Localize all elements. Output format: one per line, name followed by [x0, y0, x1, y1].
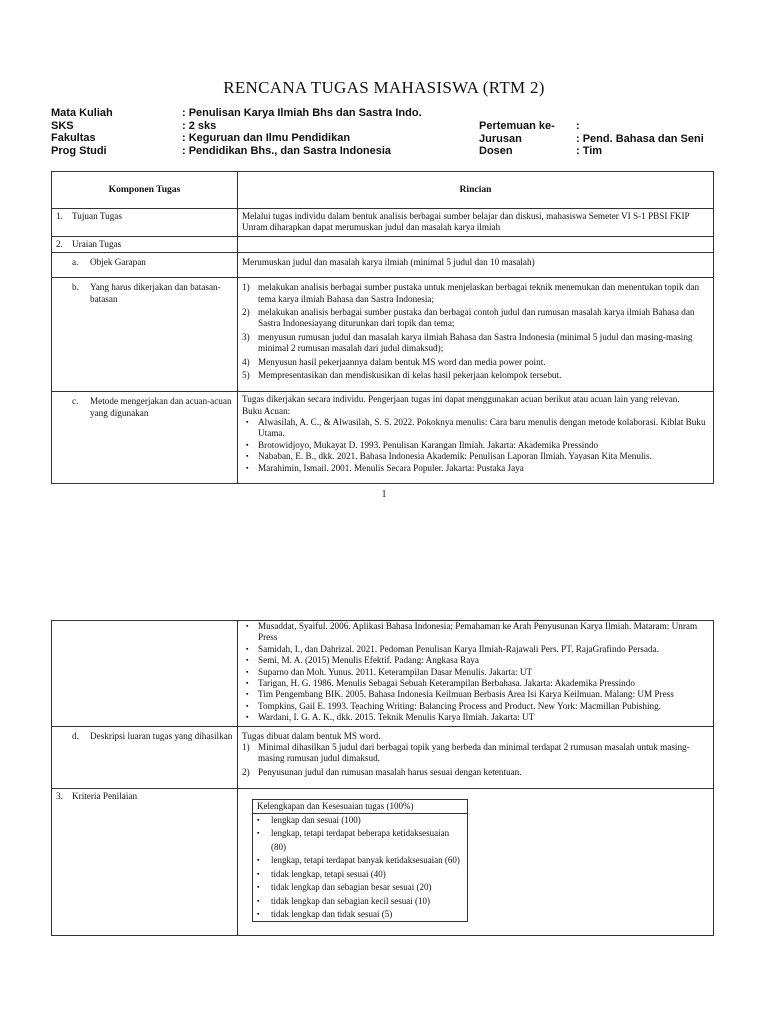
info-value: : Penulisan Karya Ilmiah Bhs dan Sastra Indo.	[182, 107, 422, 119]
row-label	[56, 257, 233, 268]
list-item: ▪ Tompkins, Gail E. 1993. Teaching Writing: Balancing Process and Product. New York: Macmillan Pubishing.	[246, 700, 661, 711]
table-row	[52, 392, 714, 484]
list-item: ▪ tidak lengkap dan sebagian kecil sesuai (10)	[257, 895, 430, 906]
row-number: 3.	[56, 790, 63, 801]
output-list	[242, 742, 709, 778]
list-item: ▪ Tarigan, H. G. 1986. Menulis Sebagai Sebuah Keterampilan Berbahasa. Jakarta: Akademika Pressindo	[246, 678, 635, 689]
row-label-text: Uraian Tugas	[72, 238, 122, 249]
table-row	[52, 621, 714, 727]
row-label-text: Metode mengerjakan dan acuan-acuan yang digunakan	[90, 396, 232, 418]
reference-heading: Buku Acuan:	[242, 405, 291, 416]
table-row	[52, 726, 714, 788]
table-row	[52, 236, 714, 252]
info-row-sks	[51, 120, 422, 133]
row-label	[56, 211, 233, 222]
reference-list-continued	[242, 621, 709, 724]
criteria-heading: Kelengkapan dan Kesesuaian tugas (100%)	[253, 800, 467, 814]
row-label-text: Kriteria Penilaian	[72, 790, 138, 801]
row-label-text: Deskripsi luaran tugas yang dihasilkan	[90, 730, 233, 741]
list-item: ▪ Wardani, I. G. A. K., dkk. 2015. Teknik Menulis Karya Ilmiah. Jakarta: UT	[246, 712, 535, 723]
list-item: ▪ Suparno dan Moh. Yunus. 2011. Keterampilan Dasar Menulis. Jakarta: UT	[246, 666, 533, 677]
output-intro: Tugas dibuat dalam bentuk MS word.	[242, 730, 381, 741]
task-table-page-1	[51, 171, 714, 484]
info-row-lecturer	[479, 145, 704, 158]
row-number: 2.	[56, 238, 63, 249]
empty-cell	[238, 236, 714, 252]
row-number: b.	[72, 282, 79, 293]
row-number: a.	[72, 257, 79, 268]
table-row	[52, 788, 714, 935]
list-item: ▪ Brotowidjoyo, Mukayat D. 1993. Penulisan Karangan Ilmiah. Jakarta: Akademika Pressindo	[246, 439, 599, 450]
info-value: : Pendidikan Bhs., dan Sastra Indonesia	[182, 144, 392, 157]
info-row-program	[51, 145, 422, 158]
row-number: 1.	[56, 211, 63, 221]
list-item: ▪ Semi, M. A. (2015) Menulis Efektif. Padang: Angkasa Raya	[246, 655, 479, 666]
row-label-text: Tujuan Tugas	[72, 211, 122, 221]
list-item: ▪ Samidah, I., dan Dahrizal. 2021. Pedoman Penulisan Karya Ilmiah-Rajawali Pers. PT. RajaGrafindo Persada.	[246, 643, 659, 654]
table-row	[52, 209, 714, 237]
row-label	[56, 731, 233, 742]
criteria-box	[252, 799, 468, 923]
info-row-meeting	[479, 120, 704, 133]
info-row-course	[51, 107, 422, 120]
list-item: ▪ lengkap, tetapi terdapat banyak ketidaksesuaian (60)	[257, 855, 460, 866]
info-value: : Pend. Bahasa dan Seni	[576, 132, 704, 145]
table-row	[52, 278, 714, 392]
list-item: 1) Minimal dihasilkan 5 judul dari berbagai topik yang berbeda dan minimal terdapat 2 rumusan masalah untuk masing-masing rumusan judul dimaksud.	[242, 742, 690, 764]
list-item: ▪ tidak lengkap dan tidak sesuai (5)	[257, 908, 393, 919]
method-intro: Tugas dikerjakan secara individu. Pengerjaan tugas ini dapat menggunakan acuan berikut atau acuan lain yang relevan.	[242, 394, 680, 405]
list-item: 4) Menyusun hasil pekerjaannya dalam bentuk MS word dan media power point.	[242, 356, 546, 367]
list-item: ▪ lengkap dan sesuai (100)	[257, 815, 361, 826]
list-item: ▪ Marahimin, Ismail. 2001. Menulis Secara Populer. Jakarta: Pustaka Jaya	[246, 462, 524, 473]
objek-text: Merumuskan judul dan masalah karya ilmiah (minimal 5 judul dan 10 masalah)	[238, 253, 714, 278]
info-value: : 2 sks	[182, 119, 217, 132]
info-key: Jurusan	[479, 132, 522, 145]
row-number: c.	[72, 396, 79, 407]
list-item: ▪ tidak lengkap dan sebagian besar sesuai (20)	[257, 882, 432, 893]
list-item: ▪ Musaddat, Syaiful. 2006. Aplikasi Bahasa Indonesia; Pemahaman ke Arah Penyusunan Karya Ilmiah. Mataram: Unram Press	[246, 621, 698, 643]
task-steps-list	[242, 282, 709, 381]
document-title: RENCANA TUGAS MAHASISWA (RTM 2)	[223, 78, 545, 97]
task-table-page-2	[51, 620, 714, 936]
info-value: : Keguruan dan Ilmu Pendidikan	[182, 132, 351, 145]
info-value: :	[576, 120, 580, 132]
list-item: ▪ Tim Pengembang BIK. 2005. Bahasa Indonesia Keilmuan Berbasis Area Isi Karya Keilmuan. Malang: UM Press	[246, 689, 674, 700]
info-key: SKS	[51, 119, 74, 132]
page-number: 1	[381, 489, 387, 500]
list-item: 5) Mempresentasikan dan mendiskusikan di kelas hasil pekerjaan kelompok tersebut.	[242, 370, 562, 381]
list-item: 3) menyusun rumusan judul dan masalah karya ilmiah Bahasa dan Sastra Indonesia (minimal 5 judul dan masing-masing minimal 2 rumusan masalah dari judul dimaksud);	[242, 331, 693, 354]
info-key: Fakultas	[51, 132, 96, 145]
list-item: 1) melakukan analisis berbagai sumber pustaka untuk menjelaskan berbagai teknik menemukan dan menentukan topik dan tema karya ilmiah Bahasa dan Sastra Indonesia;	[242, 282, 700, 304]
criteria-list	[253, 814, 467, 921]
info-key: Mata Kuliah	[51, 107, 113, 119]
table-header-row	[52, 172, 714, 209]
row-label-text: Yang harus dikerjakan dan batasan-batasan	[90, 282, 221, 304]
list-item: ▪ lengkap, tetapi terdapat beberapa ketidaksesuaian (80)	[257, 828, 450, 852]
tujuan-text: Melalui tugas individu dalam bentuk analisis berbagai sumber belajar dan diskusi, mahasiswa Semeter VI S-1 PBSI FKIP Unram diharapkan dapat merumuskan judul dan masalah karya ilmiah	[238, 209, 714, 237]
header-detail: Rincian	[238, 172, 714, 209]
course-info-left	[51, 107, 422, 157]
info-key: Dosen	[479, 145, 513, 158]
info-key: Pertemuan ke-	[479, 120, 555, 132]
course-info-right	[479, 120, 704, 158]
reference-list	[242, 417, 709, 474]
row-number: d.	[72, 730, 79, 741]
info-key: Prog Studi	[51, 144, 107, 157]
row-label	[56, 282, 233, 305]
row-label	[56, 239, 233, 250]
list-item: ▪ Nababan, E. B., dkk. 2021. Bahasa Indonesia Akademik: Penulisan Laporan Ilmiah. Yayasan Kita Menulis.	[246, 451, 652, 462]
row-label-text: Objek Garapan	[90, 257, 146, 268]
row-label	[56, 791, 233, 802]
table-row	[52, 253, 714, 278]
info-row-department	[479, 133, 704, 146]
header-component: Komponen Tugas	[52, 172, 238, 209]
list-item: ▪ Alwasilah, A. C., & Alwasilah, S. S. 2022. Pokoknya menulis: Cara baru menulis dengan metode kolaborasi. Kiblat Buku Utama.	[246, 417, 706, 439]
info-value: : Tim	[576, 145, 603, 158]
list-item: 2) melakukan analisis berbagai sumber pustaka dan berbagai contoh judul dan rumusan masalah karya ilmiah Bahasa dan Sastra Indonesiayang diturunkan dari topik dan tema;	[242, 307, 695, 329]
list-item: 2) Penyusunan judul dan rumusan masalah harus sesuai dengan ketentuan.	[242, 766, 522, 777]
info-row-faculty	[51, 132, 422, 145]
list-item: ▪ tidak lengkap, tetapi sesuai (40)	[257, 868, 386, 879]
empty-cell	[52, 621, 238, 727]
row-label	[56, 396, 233, 419]
